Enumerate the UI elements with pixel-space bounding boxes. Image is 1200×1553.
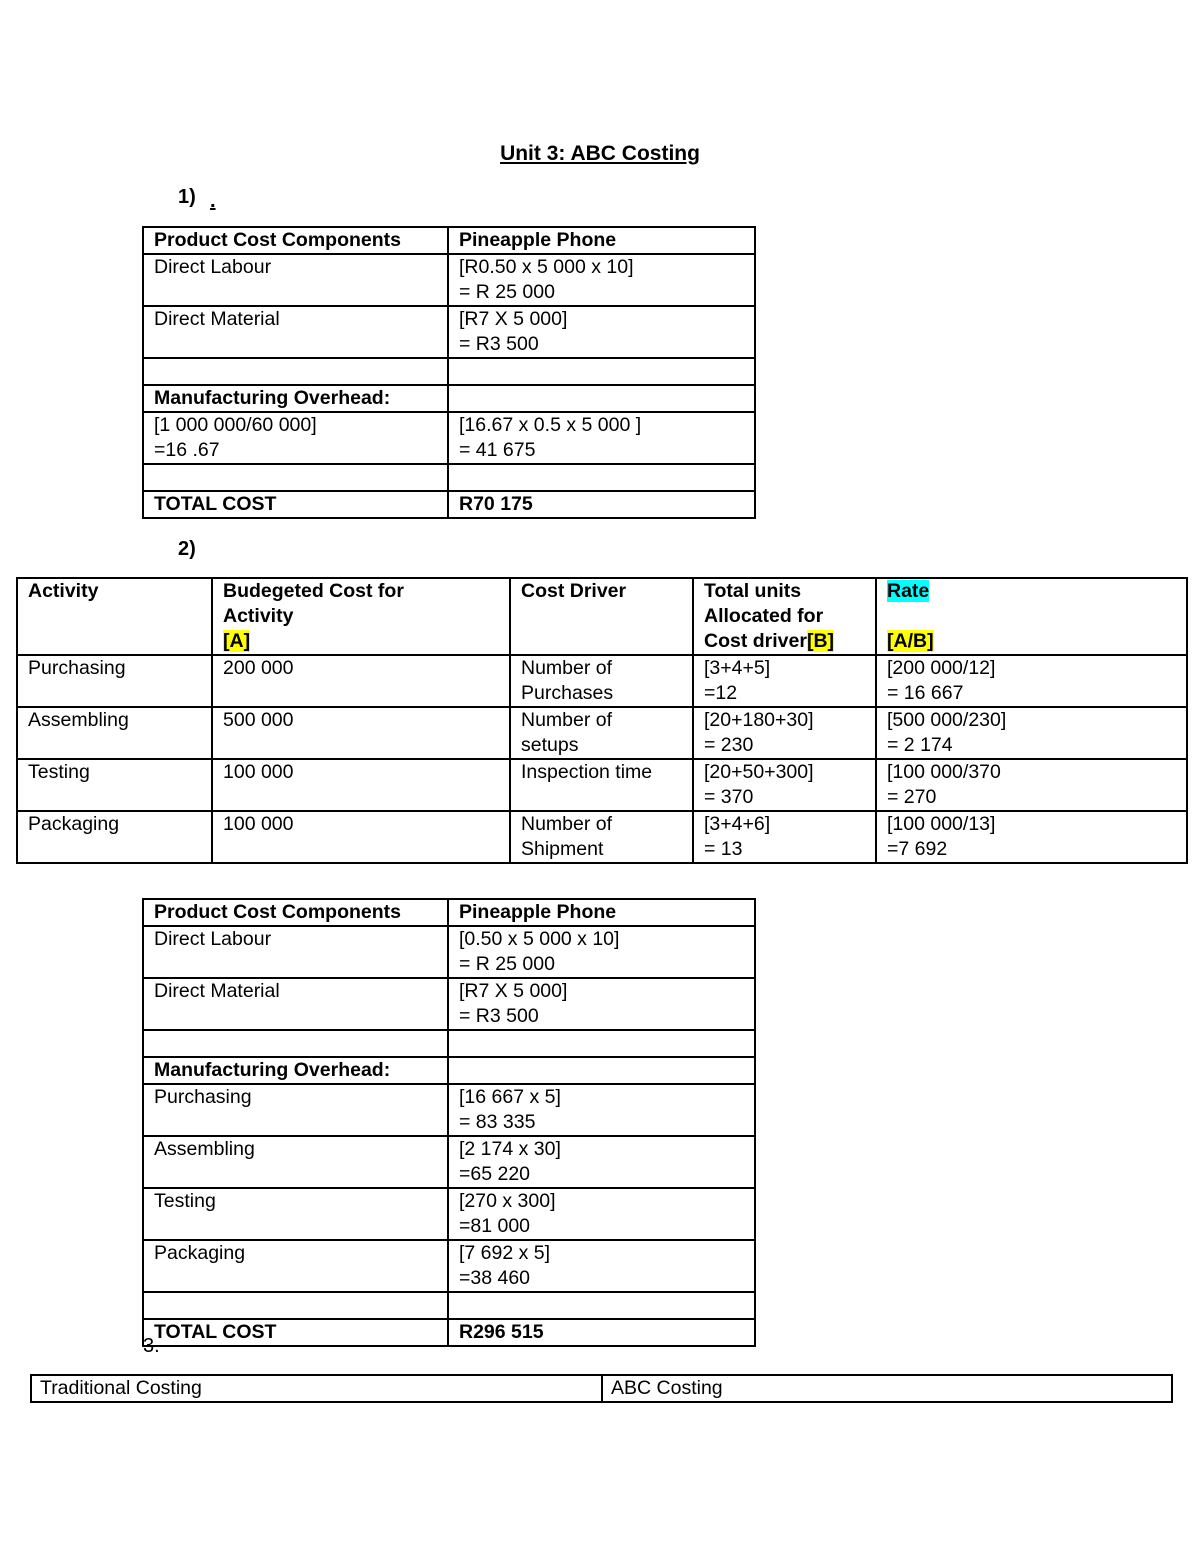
cell-text: TOTAL COST (154, 1321, 277, 1343)
table-cell (448, 1292, 755, 1319)
cell-text: [500 000/230] (887, 709, 1007, 731)
table-row (143, 412, 755, 464)
cell-text: [200 000/12] (887, 657, 996, 679)
table-cell (448, 464, 755, 491)
table-cell (510, 707, 693, 759)
cell-text: Direct Material (154, 980, 280, 1002)
cell-text: Direct Material (154, 308, 280, 330)
table-row (143, 1057, 755, 1084)
table-cell (143, 491, 448, 518)
table-cell (876, 707, 1187, 759)
cell-text: [3+4+5] (704, 657, 771, 679)
table-cell (693, 759, 876, 811)
table-cell (143, 412, 448, 464)
table-cell: 500 000 (212, 707, 510, 759)
cell-text: Assembling (154, 1138, 255, 1160)
cell-text: Cost driver (704, 630, 807, 652)
cell-text: [R7 X 5 000] (459, 308, 568, 330)
header-cell: Traditional Costing (31, 1375, 602, 1402)
header-cell: ABC Costing (602, 1375, 1172, 1402)
highlighted-text: Rate (887, 580, 930, 602)
table-cell (143, 1136, 448, 1188)
table-cell (876, 655, 1187, 707)
cell-text: Direct Labour (154, 256, 272, 278)
table-cell: 200 000 (212, 655, 510, 707)
cell-text: = 2 174 (887, 734, 953, 756)
table-cell (448, 1057, 755, 1084)
cell-text (154, 1293, 447, 1318)
cell-text: [16 667 x 5] (459, 1086, 561, 1108)
cell-text (459, 1031, 754, 1056)
table-cell (143, 1030, 448, 1057)
cell-text: = 83 335 (459, 1111, 536, 1133)
table-cell: 100 000 (212, 811, 510, 863)
table-cell: Packaging (17, 811, 212, 863)
table-row (143, 358, 755, 385)
cell-text: [100 000/370 (887, 761, 1001, 783)
table-cell (448, 1030, 755, 1057)
highlighted-text: [B] (806, 630, 835, 652)
table-cell: Purchasing (17, 655, 212, 707)
cell-text: Budegeted Cost for (223, 580, 404, 602)
table-cell: Assembling (17, 707, 212, 759)
cell-text: [20+180+30] (704, 709, 814, 731)
table-row (143, 1030, 755, 1057)
cell-text: Shipment (521, 838, 604, 860)
cell-text: Purchasing (154, 1086, 252, 1108)
cell-text: = R 25 000 (459, 281, 555, 303)
table-cell (448, 412, 755, 464)
table-row-total (143, 1319, 755, 1346)
header-cell (17, 578, 212, 655)
cell-text: = 16 667 (887, 682, 964, 704)
cell-text: [20+50+300] (704, 761, 814, 783)
table-row (143, 926, 755, 978)
table-row (17, 759, 1187, 811)
cell-text: [7 692 x 5] (459, 1242, 551, 1264)
header-cell: Pineapple Phone (448, 227, 755, 254)
traditional-cost-table (142, 226, 756, 519)
table-cell (143, 1084, 448, 1136)
cell-text: =81 000 (459, 1215, 531, 1237)
cell-text: = R 25 000 (459, 953, 555, 975)
header-cell: Product Cost Components (143, 227, 448, 254)
cell-text: Total units (704, 580, 802, 602)
table-cell (143, 1057, 448, 1084)
table-row (143, 1084, 755, 1136)
table-header-row (31, 1375, 1172, 1402)
table-cell (510, 655, 693, 707)
table-cell (448, 1136, 755, 1188)
cell-text: Number of (521, 657, 613, 679)
cell-text (459, 359, 754, 384)
header-cell: Pineapple Phone (448, 899, 755, 926)
cell-text (521, 785, 692, 810)
cell-text: = 230 (704, 734, 754, 756)
table-cell (448, 306, 755, 358)
cell-text: Activity (28, 580, 99, 602)
table-row (17, 655, 1187, 707)
cell-text (154, 359, 447, 384)
cell-text: = 370 (704, 786, 754, 808)
cell-text: [1 000 000/60 000] (154, 414, 317, 436)
table-cell (143, 1292, 448, 1319)
cell-text: Inspection time (521, 761, 653, 783)
cell-text: Direct Labour (154, 928, 272, 950)
table-cell (448, 1319, 755, 1346)
table-cell (143, 978, 448, 1030)
table-row (17, 811, 1187, 863)
table-cell (510, 759, 693, 811)
table-cell (693, 707, 876, 759)
cell-text: = 41 675 (459, 439, 536, 461)
table-cell (448, 1084, 755, 1136)
table-cell (448, 1188, 755, 1240)
table-row (143, 464, 755, 491)
cell-text: =7 692 (887, 838, 948, 860)
highlighted-text: [A/B] (887, 630, 934, 652)
cell-text: [R7 X 5 000] (459, 980, 568, 1002)
cell-text (459, 1293, 754, 1318)
cell-text: Purchases (521, 682, 614, 704)
cell-text: = R3 500 (459, 1005, 539, 1027)
header-cell (212, 578, 510, 655)
cell-text: =16 .67 (154, 439, 220, 461)
cell-text (154, 1031, 447, 1056)
table-cell (448, 926, 755, 978)
table-cell (448, 978, 755, 1030)
cell-text: Number of (521, 813, 613, 835)
cell-text: TOTAL COST (154, 493, 277, 515)
cell-text: setups (521, 734, 579, 756)
table-header-row (143, 227, 755, 254)
cell-text: [270 x 300] (459, 1190, 556, 1212)
table-cell (693, 655, 876, 707)
cell-text: = 13 (704, 838, 743, 860)
table-row (17, 707, 1187, 759)
table-cell (448, 254, 755, 306)
table-cell (448, 1240, 755, 1292)
cell-text: [0.50 x 5 000 x 10] (459, 928, 620, 950)
table-cell (143, 926, 448, 978)
table-cell (876, 811, 1187, 863)
table-cell (448, 491, 755, 518)
table-row (143, 1188, 755, 1240)
header-cell (876, 578, 1187, 655)
table-row (143, 385, 755, 412)
cell-text: [2 174 x 30] (459, 1138, 561, 1160)
table-cell: Testing (17, 759, 212, 811)
table-cell (693, 811, 876, 863)
table-row (143, 978, 755, 1030)
table-cell (448, 385, 755, 412)
activity-rate-table (16, 577, 1188, 864)
cell-text: Cost Driver (521, 580, 627, 602)
table-row (143, 254, 755, 306)
table-cell (143, 254, 448, 306)
table-row (143, 306, 755, 358)
table-cell (143, 306, 448, 358)
table-cell (143, 464, 448, 491)
cell-text: =38 460 (459, 1267, 531, 1289)
question-1-mark: . (210, 190, 216, 212)
cell-text: R70 175 (459, 493, 533, 515)
cell-text: R296 515 (459, 1321, 544, 1343)
question-2-label: 2) (178, 538, 196, 560)
header-cell (510, 578, 693, 655)
table-cell (510, 811, 693, 863)
table-cell (143, 358, 448, 385)
cell-text (154, 465, 447, 490)
cell-text: =12 (704, 682, 738, 704)
cell-text: Manufacturing Overhead: (154, 387, 391, 409)
cell-text: Manufacturing Overhead: (154, 1059, 391, 1081)
table-row-total (143, 491, 755, 518)
table-header-row (143, 899, 755, 926)
table-cell (448, 358, 755, 385)
highlighted-text: [A] (223, 630, 251, 652)
cell-text: [R0.50 x 5 000 x 10] (459, 256, 634, 278)
cell-text: Allocated for (704, 605, 824, 627)
cell-text: Activity (223, 605, 294, 627)
comparison-table (30, 1374, 1173, 1403)
table-row (143, 1136, 755, 1188)
question-1-label: 1) (178, 186, 196, 208)
cell-text: = R3 500 (459, 333, 539, 355)
cell-text: [3+4+6] (704, 813, 771, 835)
cell-text: Packaging (154, 1242, 246, 1264)
cell-text: Number of (521, 709, 613, 731)
table-cell (143, 385, 448, 412)
table-header-row (17, 578, 1187, 655)
cell-text: [16.67 x 0.5 x 5 000 ] (459, 414, 642, 436)
cell-text: = 270 (887, 786, 937, 808)
cell-text: Testing (154, 1190, 216, 1212)
header-cell (693, 578, 876, 655)
table-cell (876, 759, 1187, 811)
table-row (143, 1292, 755, 1319)
cell-text: =65 220 (459, 1163, 531, 1185)
header-cell: Product Cost Components (143, 899, 448, 926)
table-cell (143, 1240, 448, 1292)
cell-text (459, 1058, 754, 1083)
question-3-label: 3. (143, 1335, 160, 1357)
abc-cost-table (142, 898, 756, 1347)
table-cell (143, 1188, 448, 1240)
cell-text: [100 000/13] (887, 813, 996, 835)
page-title: Unit 3: ABC Costing (500, 142, 700, 165)
table-cell (143, 1319, 448, 1346)
table-row (143, 1240, 755, 1292)
cell-text (459, 386, 754, 411)
table-cell: 100 000 (212, 759, 510, 811)
cell-text (459, 465, 754, 490)
